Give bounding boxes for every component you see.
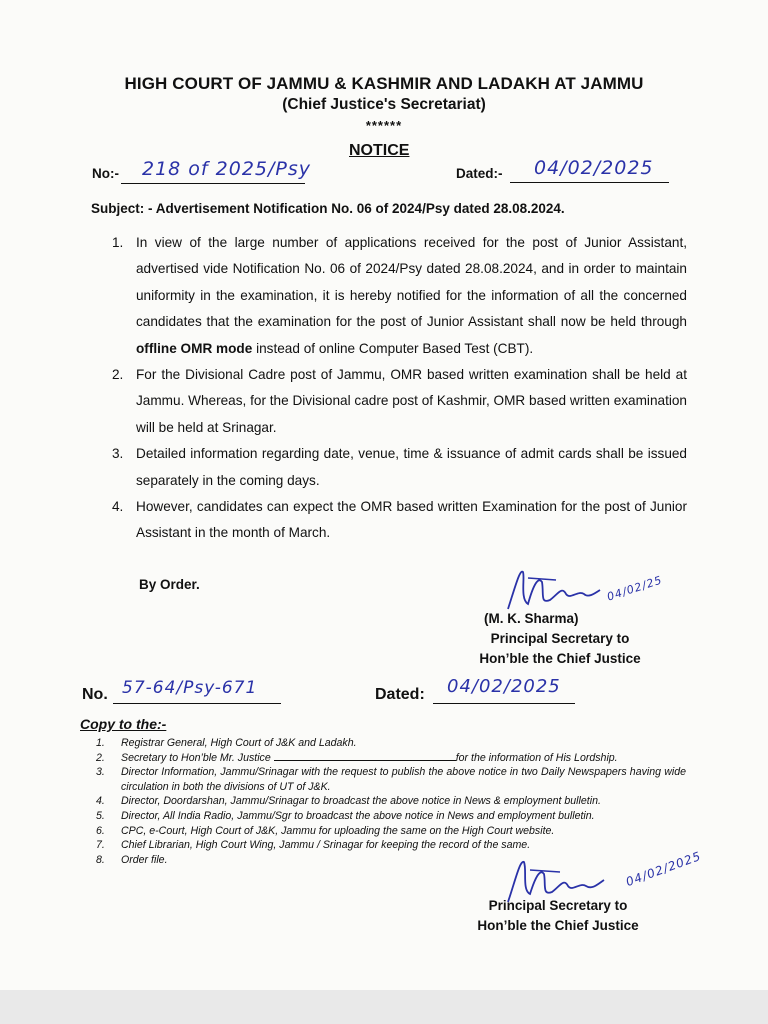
subject-line: Subject: - Advertisement Notification No. 06 of 2024/Psy dated 28.08.2024. [91, 201, 565, 216]
footer-signature-date: 04/02/2025 [623, 848, 704, 890]
signatory-name: (M. K. Sharma) [484, 611, 579, 626]
copy-list [96, 736, 686, 867]
list-item: 3. Director Information, Jammu/Srinagar with the request to publish the above notice in two Daily Newspapers having wide circulation in both the divisions of UT of J&K. [96, 766, 686, 793]
list-item: 2. For the Divisional Cadre post of Jammu, OMR based written examination shall be held at Jammu. Whereas, for the Divisional cadre post of Kashmir, OMR based written examination will be held at Srinagar. [112, 367, 687, 435]
list-item: 8. Order file. [96, 853, 168, 866]
endorsement-dated-handwritten: 04/02/2025 [447, 676, 561, 697]
copy-to-heading: Copy to the:- [80, 716, 167, 732]
list-item: 1. In view of the large number of applications received for the post of Junior Assistant, advertised vide Notification No. 06 of 2024/Psy dated 28.08.2024, and in order to maintain uniformity in the examination, it is hereby notified for the information of all the concerned candidates that the examination for the post of Junior Assistant shall now be held through offline OMR mode instead of online Computer Based Test (CBT). [112, 235, 687, 356]
footer-signatory-title-line2: Hon’ble the Chief Justice [477, 918, 639, 933]
secretariat-subheading: (Chief Justice's Secretariat) [282, 96, 486, 113]
footer-signatory-title-line1: Principal Secretary to [488, 898, 628, 913]
endorsement-dated-underline [433, 703, 575, 704]
list-item: 4. However, candidates can expect the OMR based written Examination for the post of Junior Assistant in the month of March. [112, 499, 687, 541]
endorsement-number-label: No. [82, 686, 108, 703]
notice-title: NOTICE [349, 142, 410, 159]
separator-stars: ****** [365, 118, 403, 133]
signatory-title-line2: Hon’ble the Chief Justice [479, 651, 641, 666]
offline-omr-mode: offline OMR mode [136, 340, 253, 356]
endorsement-number-handwritten: 57-64/Psy-671 [122, 678, 258, 698]
endorsement-dated-label: Dated: [375, 686, 425, 703]
notice-dated-label: Dated:- [456, 166, 503, 181]
notice-dated-handwritten: 04/02/2025 [534, 157, 654, 179]
notice-number-label: No:- [92, 166, 119, 181]
list-item: 5. Director, All India Radio, Jammu/Sgr to broadcast the above notice in News and employment bulletin. [96, 809, 595, 822]
footer-signatory-block [452, 896, 664, 936]
list-item: 2. Secretary to Hon’ble Mr. Justice for the information of His Lordship. [96, 751, 618, 764]
notice-number-handwritten: 218 of 2025/Psy [142, 158, 312, 180]
signature-date: 04/02/25 [605, 573, 665, 604]
list-item: 1. Registrar General, High Court of J&K and Ladakh. [96, 737, 357, 749]
court-heading: HIGH COURT OF JAMMU & KASHMIR AND LADAKH AT JAMMU [124, 74, 644, 93]
by-order: By Order. [139, 577, 200, 592]
list-item: 4. Director, Doordarshan, Jammu/Srinagar to broadcast the above notice in News & employment bulletin. [96, 795, 601, 808]
notice-points [112, 230, 687, 547]
endorsement-number-underline [113, 703, 281, 704]
notice-dated-underline [510, 182, 669, 183]
scan-bottom-margin [0, 990, 768, 1024]
list-item: 3. Detailed information regarding date, venue, time & issuance of admit cards shall be issued separately in the coming days. [112, 446, 687, 488]
signatory-title-line1: Principal Secretary to [490, 631, 630, 646]
notice-number-underline [121, 183, 305, 184]
list-item: 7. Chief Librarian, High Court Wing, Jammu / Srinagar for keeping the record of the same. [96, 839, 531, 852]
list-item: 6. CPC, e-Court, High Court of J&K, Jammu for uploading the same on the High Court website. [96, 824, 555, 837]
signatory-block [460, 609, 660, 669]
justice-name-blank [274, 751, 456, 761]
